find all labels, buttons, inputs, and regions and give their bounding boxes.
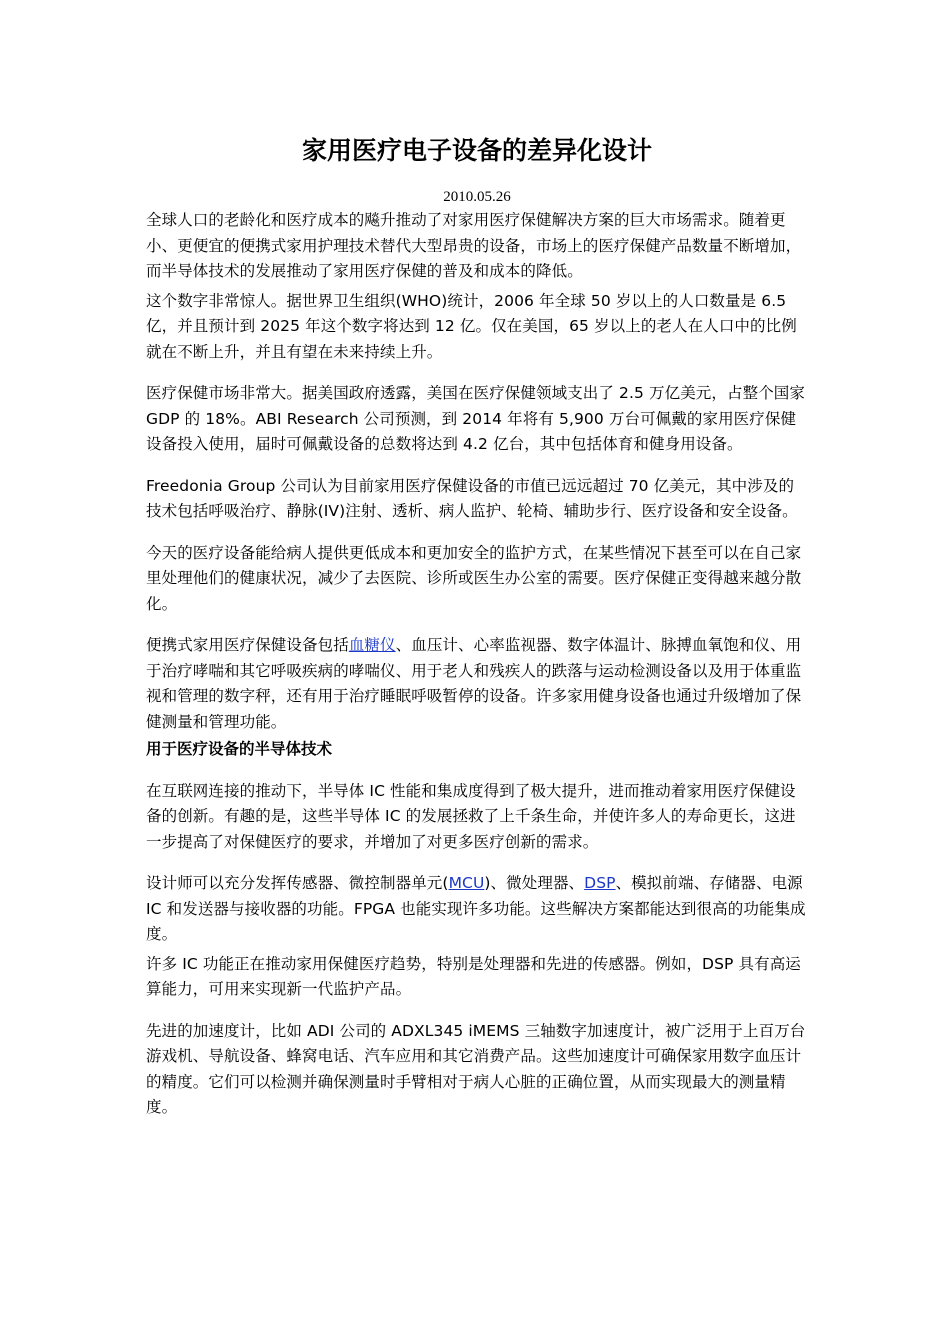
paragraph-freedonia: Freedonia Group 公司认为目前家用医疗保健设备的市值已远远超过 70 亿美元，其中涉及的技术包括呼吸治疗、静脉(IV)注射、透析、病人监护、轮椅、辅助步行、医疗设备和安全设备。 xyxy=(146,476,798,520)
document-title: 家用医疗电子设备的差异化设计 xyxy=(301,136,652,165)
document-page xyxy=(146,130,808,1121)
paragraph-semiconductor: 在互联网连接的推动下，半导体 IC 性能和集成度得到了极大提升，进而推动着家用医疗保健设备的创新。有趣的是，这些半导体 IC 的发展拯救了上千条生命，并使许多人的寿命更长，这进一步提高了对保健医疗的要求，并增加了对更多医疗创新的需求。 xyxy=(146,781,796,851)
document-date: 2010.05.26 xyxy=(443,189,511,205)
mcu-link[interactable]: MCU xyxy=(448,874,485,892)
section-heading: 用于医疗设备的半导体技术 xyxy=(146,740,333,758)
paragraph-portable-devices xyxy=(146,633,808,735)
paragraph-text: 、模拟前端、存储器、电源 IC 和发送器与接收器的功能。FPGA 也能实现许多功能。这些解决方案都能达到很高的功能集成度。 xyxy=(146,874,806,943)
paragraph-accelerometer: 先进的加速度计，比如 ADI 公司的 ADXL345 iMEMS 三轴数字加速度计，被广泛用于上百万台游戏机、导航设备、蜂窝电话、汽车应用和其它消费产品。这些加速度计可确保家用数字血压计的精度。它们可以检测并确保测量时手臂相对于病人心脏的正确位置，从而实现最大的测量精度。 xyxy=(146,1021,806,1116)
paragraph-ic-functions: 许多 IC 功能正在推动家用保健医疗趋势，特别是处理器和先进的传感器。例如，DSP 具有高运算能力，可用来实现新一代监护产品。 xyxy=(146,954,801,998)
paragraph-decentralized: 今天的医疗设备能给病人提供更低成本和更加安全的监护方式，在某些情况下甚至可以在自己家里处理他们的健康状况，减少了去医院、诊所或医生办公室的需要。医疗保健正变得越来越分散化。 xyxy=(146,543,802,613)
paragraph-designers xyxy=(146,871,808,948)
dsp-link[interactable]: DSP xyxy=(584,874,616,892)
paragraph-text: 、血压计、心率监视器、数字体温计、脉搏血氧饱和仪、用于治疗哮喘和其它呼吸疾病的哮喘仪、用于老人和残疾人的跌落与运动检测设备以及用于体重监视和管理的数字秤，还有用于治疗睡眠呼吸暂停的设备。许多家用健身设备也通过升级增加了保健测量和管理功能。 xyxy=(146,636,802,731)
paragraph-text: )、微处理器、 xyxy=(484,874,585,892)
glucose-meter-link[interactable]: 血糖仪 xyxy=(348,636,396,654)
paragraph-market: 医疗保健市场非常大。据美国政府透露，美国在医疗保健领域支出了 2.5 万亿美元，占整个国家 GDP 的 18%。ABI Research 公司预测，到 2014 年将有 5,900 万台可佩戴的家用医疗保健设备投入使用，届时可佩戴设备的总数将达到 4.2 亿台，其中包括体育和健身用设备。 xyxy=(146,384,806,453)
paragraph-intro: 全球人口的老龄化和医疗成本的飚升推动了对家用医疗保健解决方案的巨大市场需求。随着更小、更便宜的便携式家用护理技术替代大型昂贵的设备，市场上的医疗保健产品数量不断增加，而半导体技术的发展推动了家用医疗保健的普及和成本的降低。 xyxy=(146,211,802,280)
paragraph-population: 这个数字非常惊人。据世界卫生组织(WHO)统计，2006 年全球 50 岁以上的人口数量是 6.5 亿，并且预计到 2025 年这个数字将达到 12 亿。仅在美国，65 岁以上的老人在人口中的比例就在不断上升，并且有望在未来持续上升。 xyxy=(146,291,797,361)
paragraph-text: 设计师可以充分发挥传感器、微控制器单元( xyxy=(146,874,449,892)
paragraph-text: 便携式家用医疗保健设备包括 xyxy=(146,636,349,654)
